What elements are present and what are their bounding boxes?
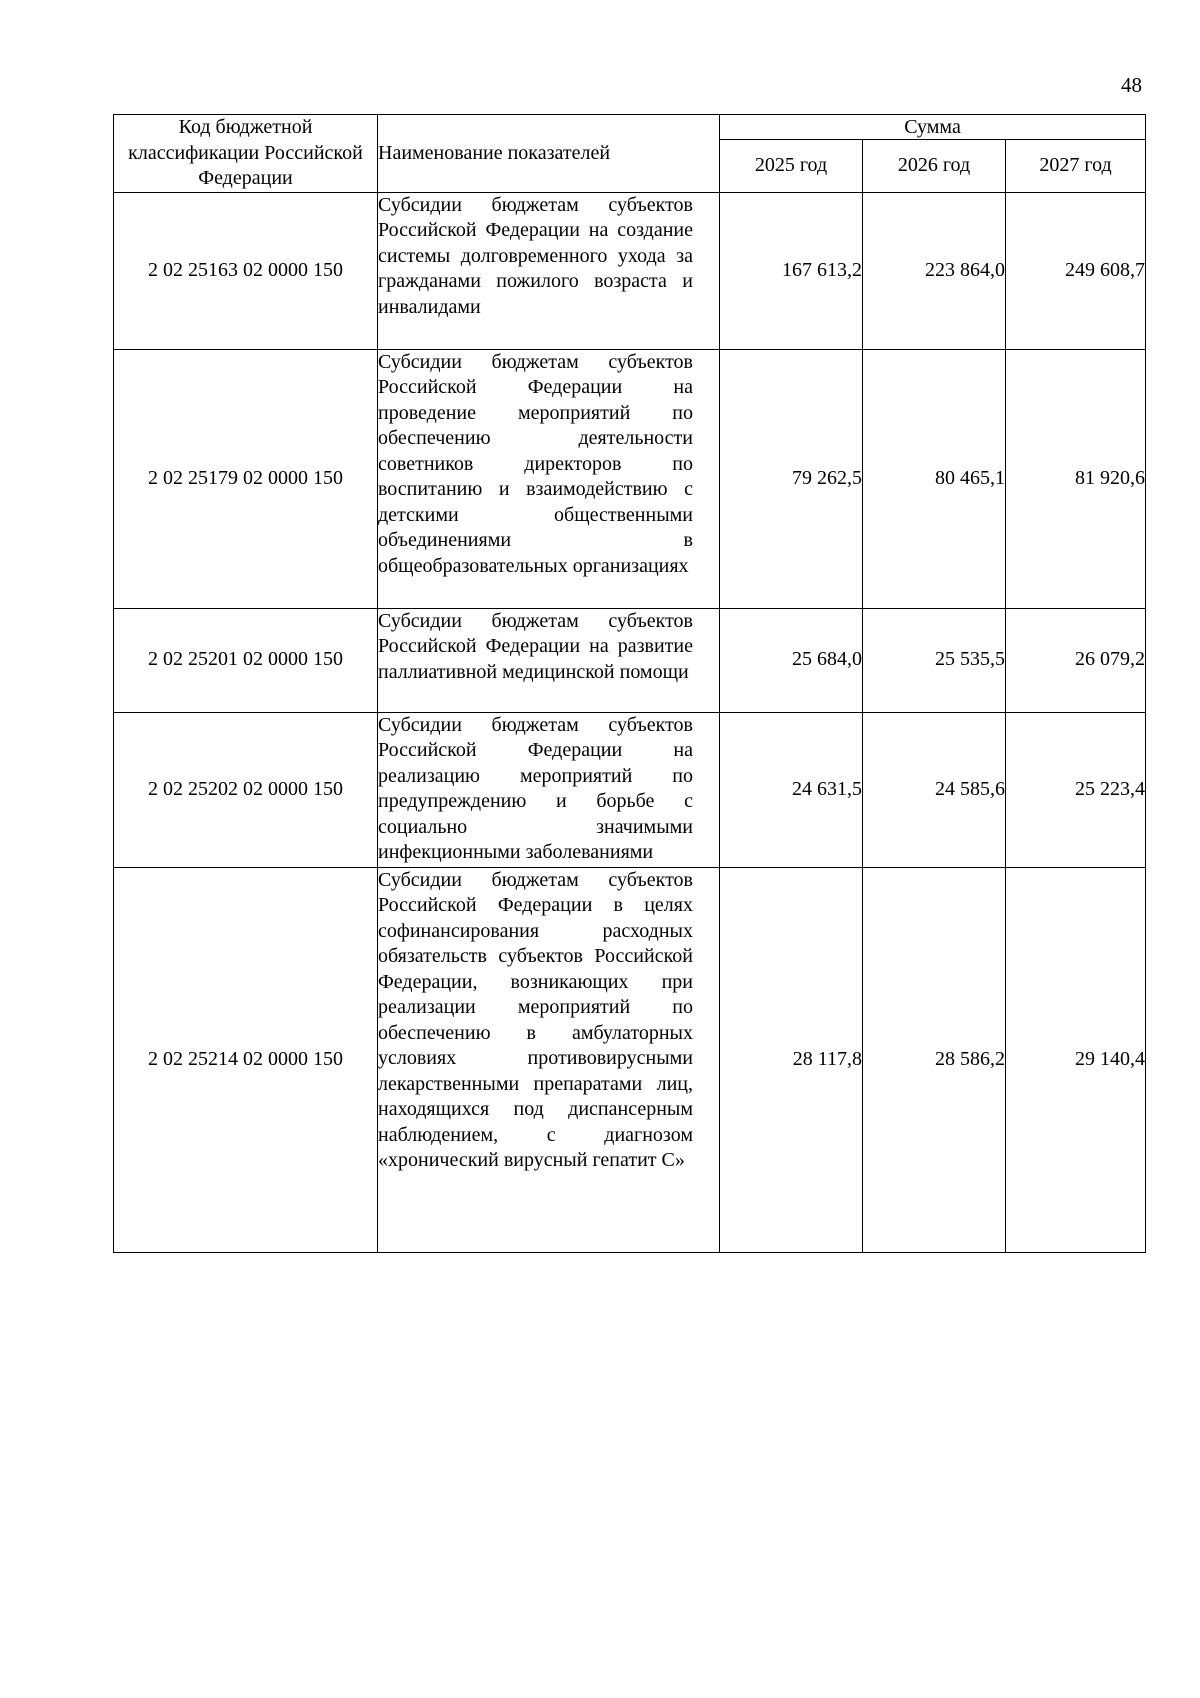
row-value-2025: 167 613,2 bbox=[720, 192, 863, 349]
row-name-text: Субсидии бюджетам субъектов Российской Федерации на развитие паллиативной медицинской помощи bbox=[378, 609, 693, 683]
table-row bbox=[114, 608, 1146, 712]
row-code: 2 02 25201 02 0000 150 bbox=[114, 608, 378, 712]
budget-table bbox=[113, 114, 1146, 1253]
row-name bbox=[378, 867, 720, 1252]
row-value-2025: 79 262,5 bbox=[720, 349, 863, 608]
row-name bbox=[378, 712, 720, 867]
row-value-2027: 249 608,7 bbox=[1006, 192, 1146, 349]
row-value-2025: 28 117,8 bbox=[720, 867, 863, 1252]
header-name: Наименование показателей bbox=[378, 115, 720, 193]
row-name bbox=[378, 192, 720, 349]
row-value-2027: 26 079,2 bbox=[1006, 608, 1146, 712]
row-name bbox=[378, 349, 720, 608]
row-name-text: Субсидии бюджетам субъектов Российской Федерации на реализацию мероприятий по предупреждению и борьбе с социально значимыми инфекционными заболеваниями bbox=[378, 713, 693, 863]
row-name-text: Субсидии бюджетам субъектов Российской Федерации на создание системы долговременного ухода за гражданами пожилого возраста и инвалидами bbox=[378, 193, 693, 318]
header-year-2025: 2025 год bbox=[720, 140, 863, 192]
row-name-text: Субсидии бюджетам субъектов Российской Федерации в целях софинансирования расходных обязательств субъектов Российской Федерации, возникающих при реализации мероприятий по обеспечению в амбулаторных условиях противовирусными лекарственными препаратами лиц, находящихся под диспансерным наблюдением, с диагнозом «хронический вирусный гепатит C» bbox=[378, 868, 693, 1171]
row-name-text: Субсидии бюджетам субъектов Российской Федерации на проведение мероприятий по обеспечению деятельности советников директоров по воспитанию и взаимодействию с детскими общественными объединениями в общеобразовательных организациях bbox=[378, 350, 693, 577]
header-row bbox=[114, 115, 1146, 140]
row-value-2027: 81 920,6 bbox=[1006, 349, 1146, 608]
row-value-2026: 223 864,0 bbox=[863, 192, 1006, 349]
row-value-2026: 28 586,2 bbox=[863, 867, 1006, 1252]
row-value-2027: 25 223,4 bbox=[1006, 712, 1146, 867]
row-name bbox=[378, 608, 720, 712]
table-row bbox=[114, 349, 1146, 608]
row-value-2026: 25 535,5 bbox=[863, 608, 1006, 712]
table-row bbox=[114, 192, 1146, 349]
row-value-2026: 80 465,1 bbox=[863, 349, 1006, 608]
header-sum: Сумма bbox=[720, 115, 1146, 140]
row-value-2027: 29 140,4 bbox=[1006, 867, 1146, 1252]
row-code: 2 02 25202 02 0000 150 bbox=[114, 712, 378, 867]
row-value-2025: 24 631,5 bbox=[720, 712, 863, 867]
header-code: Код бюджетной классификации Российской Федерации bbox=[114, 115, 378, 193]
table-row bbox=[114, 712, 1146, 867]
row-code: 2 02 25214 02 0000 150 bbox=[114, 867, 378, 1252]
table-row bbox=[114, 867, 1146, 1252]
row-value-2026: 24 585,6 bbox=[863, 712, 1006, 867]
page-number: 48 bbox=[1121, 73, 1142, 97]
row-code: 2 02 25179 02 0000 150 bbox=[114, 349, 378, 608]
header-year-2026: 2026 год bbox=[863, 140, 1006, 192]
header-year-2027: 2027 год bbox=[1006, 140, 1146, 192]
row-code: 2 02 25163 02 0000 150 bbox=[114, 192, 378, 349]
row-value-2025: 25 684,0 bbox=[720, 608, 863, 712]
